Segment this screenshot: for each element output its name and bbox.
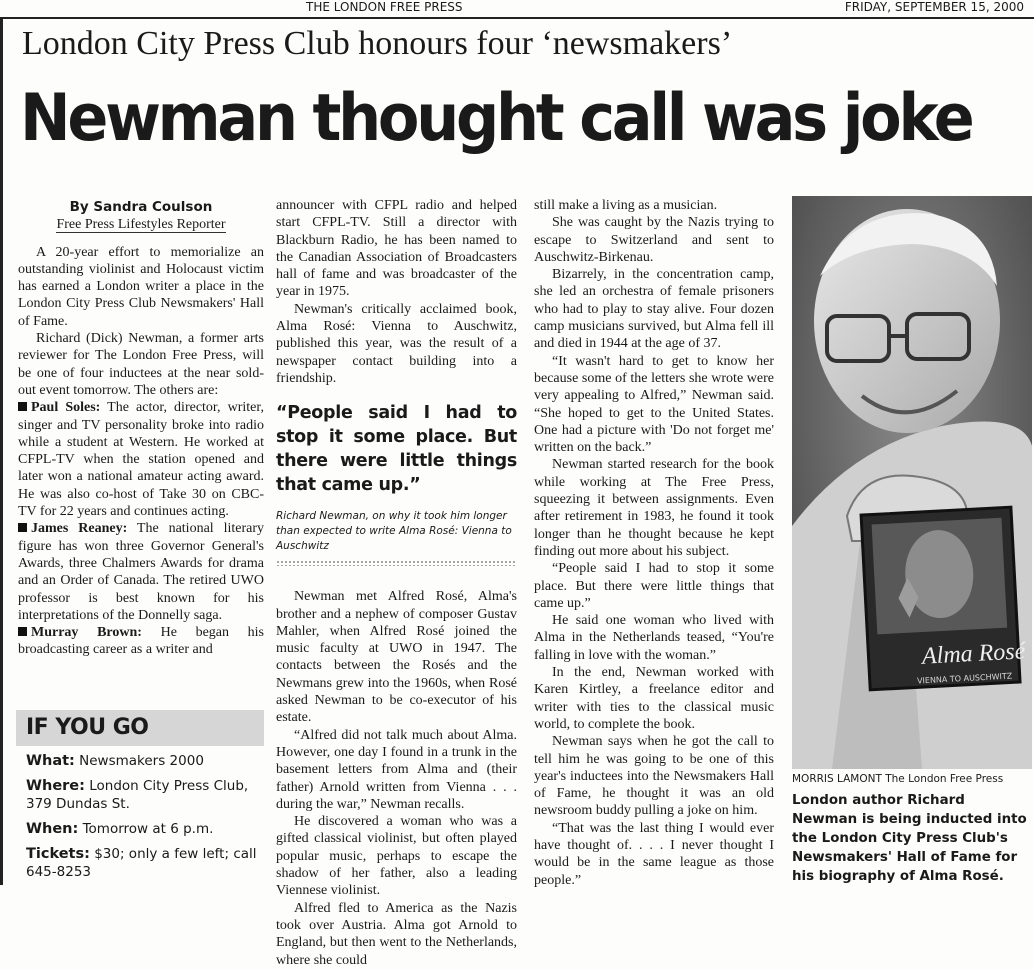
paragraph: Newman met Alfred Rosé, Alma's brother and a nephew of composer Gustav Mahler, when Alfred Rosé joined the music faculty at UWO in 1947. The contacts between the Rosés and the Newmans grew into the 1960s, when Rosé asked Newman to be co-executor of his estate. (276, 589, 517, 726)
byline-role-text: Free Press Lifestyles Reporter (56, 217, 226, 233)
inductee-name: Murray Brown: (31, 625, 142, 641)
issue-date: FRIDAY, SEPTEMBER 15, 2000 (844, 0, 1024, 14)
event-details (16, 746, 264, 881)
paragraph: Bizarrely, in the concentration camp, she led an orchestra of female prisoners who had to play to stay alive. Four dozen camp musicians survived, but Alma fell ill and died in 1944 at the age of 37. (534, 267, 774, 352)
label: Where: (26, 778, 85, 794)
pull-quote-attribution: Richard Newman, on why it took him longer than expected to write Alma Rosé: Vienna to Auschwitz (276, 510, 512, 553)
dotted-rule (276, 560, 517, 566)
inductee-reaney (18, 520, 264, 624)
inductee-brown (18, 624, 264, 659)
if-you-go-box (16, 710, 264, 882)
paragraph: still make a living as a musician. (534, 198, 718, 213)
pull-quote: “People said I had to stop it some place. But there were little things that came up.” (276, 403, 517, 496)
left-rule (0, 17, 3, 885)
label: When: (26, 821, 79, 837)
paragraph: “People said I had to stop it some place. But there were little things that came up.” (534, 561, 774, 611)
byline-role (18, 216, 264, 233)
bullet-square-icon (18, 523, 27, 532)
paragraph: Richard (Dick) Newman, a former arts reviewer for The London Free Press, will be one of four inductees at the near sold-out event tomorrow. The others are: (18, 331, 264, 398)
book-title: Alma Rosé (921, 638, 1026, 670)
article-column-2 (276, 197, 517, 969)
event-where (26, 777, 264, 813)
byline-name: By Sandra Coulson (69, 199, 213, 215)
article-column-3 (534, 197, 774, 889)
paper-name: THE LONDON FREE PRESS (306, 0, 463, 14)
event-tickets (26, 845, 264, 881)
bullet-square-icon (18, 627, 27, 636)
inductee-bio: He began his broadcasting career as a writer and (18, 625, 264, 658)
inductee-name: Paul Soles: (31, 400, 101, 416)
paragraph: She was caught by the Nazis trying to escape to Switzerland and sent to Auschwitz-Birkenau. (534, 215, 774, 265)
if-you-go-title: IF YOU GO (16, 710, 264, 746)
value: Newsmakers 2000 (79, 753, 204, 769)
label: Tickets: (26, 846, 90, 862)
photographer: MORRIS LAMONT (792, 773, 882, 785)
credit-source: The London Free Press (885, 773, 1004, 785)
main-headline: Newman thought call was joke (20, 81, 972, 156)
photo-caption: London author Richard Newman is being inducted into the London City Press Club's Newsmakers' Hall of Fame for his biography of Alma Rosé. (792, 793, 1027, 884)
event-what (26, 752, 264, 770)
paragraph: “That was the last thing I would ever have thought of. . . . I never thought I would be in the same league as those people.” (534, 820, 774, 888)
value: London City Press Club, 379 Dundas St. (26, 778, 249, 812)
photo-credit (792, 773, 1003, 785)
masthead (0, 0, 1034, 16)
paragraph: “Alfred did not talk much about Alma. However, one day I found in a trunk in the basement letters from Alma and (their father) Arnold written from Vienna . . . during the war,” Newman recalls. (276, 727, 517, 812)
paragraph: “It wasn't hard to get to know her because some of the letters she wrote were very appealing to Alfred,” Newman said. “She hoped to get to the United States. One had a picture with 'Do not forget me' written on the back.” (534, 353, 774, 456)
paragraph: In the end, Newman worked with Karen Kirtley, a freelance editor and writer with ties to the classical music world, to complete the book. (534, 665, 774, 732)
inductee-bio: The national literary figure has won three Governor General's Awards, three Chalmers Awards for drama and an Order of Canada. The retired UWO professor is best known for his interpretations of the Donnelly saga. (18, 521, 265, 623)
author-photo (792, 196, 1032, 769)
portrait-illustration (792, 196, 1032, 769)
kicker-headline: London City Press Club honours four ‘newsmakers’ (22, 25, 733, 62)
article-column-1 (18, 197, 264, 659)
paragraph: Newman started research for the book while working at The Free Press, squeezing it between assignments. Even after retirement in 1983, he found it took longer than he thought because he kept finding out more about his subject. (534, 457, 774, 559)
paragraph: He said one woman who lived with Alma in the Netherlands teased, “You're falling in love with the woman.” (534, 613, 774, 663)
paragraph: He discovered a woman who was a gifted classical violinist, but often played popular music, perhaps to escape the shadow of her father, also a leading Viennese violinist. (276, 814, 517, 899)
paragraph: Alfred fled to America as the Nazis took over Austria. Alma got Arnold to England, but then went to the Netherlands, where she could (276, 900, 517, 968)
value: $30; only a few left; call 645-8253 (26, 846, 257, 880)
paragraph: announcer with CFPL radio and helped start CFPL-TV. Still a director with Blackburn Radio, he has been named to the Canadian Association of Broadcasters hall of fame and was broadcaster of the year in 1975. (276, 198, 517, 300)
event-when (26, 820, 264, 838)
masthead-rule (0, 17, 1034, 19)
value: Tomorrow at 6 p.m. (82, 821, 214, 837)
inductee-soles (18, 399, 264, 520)
bullet-square-icon (18, 402, 27, 411)
paragraph: Newman says when he got the call to tell him he was going to be one of this year's inductees into the Newsmakers Hall of Fame, he thought it was an old newsroom buddy pulling a joke on him. (534, 734, 774, 819)
book-subtitle: VIENNA TO AUSCHWITZ (916, 671, 1013, 686)
inductee-bio: The actor, director, writer, singer and TV personality broke into radio while a student at Western. He worked at CFPL-TV when the station opened and later won a national amateur acting award. He was also co-host of Take 30 on CBC-TV for 22 years and continues acting. (18, 400, 264, 520)
label: What: (26, 753, 75, 769)
inductee-name: James Reaney: (31, 521, 128, 537)
paragraph: Newman's critically acclaimed book, Alma Rosé: Vienna to Auschwitz, published this year, was the result of a newspaper contact building into a friendship. (276, 301, 517, 386)
paragraph: A 20-year effort to memorialize an outstanding violinist and Holocaust victim has earned a London writer a place in the London City Press Club Newsmakers' Hall of Fame. (18, 244, 264, 329)
